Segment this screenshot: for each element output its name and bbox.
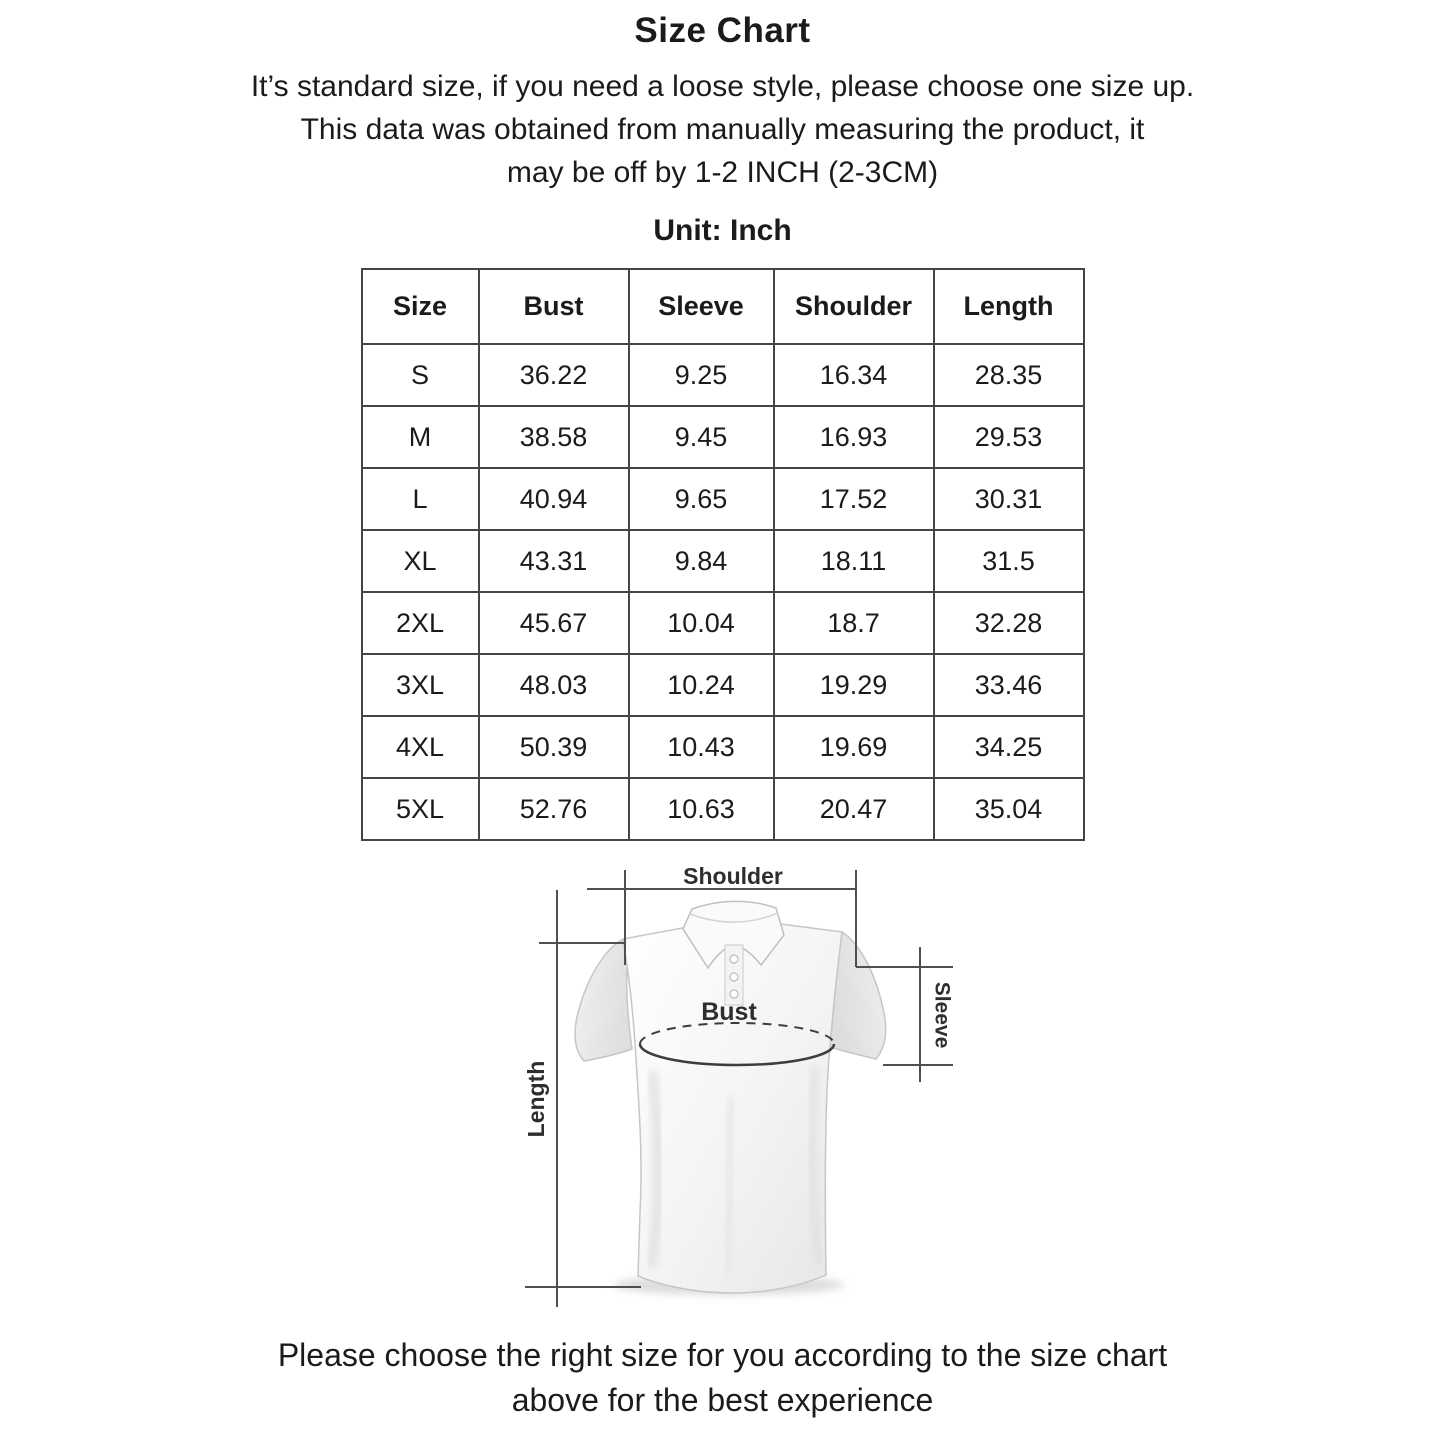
table-cell: 10.04 (629, 592, 774, 654)
table-cell: 32.28 (934, 592, 1084, 654)
table-row (362, 406, 1084, 468)
table-row (362, 716, 1084, 778)
footer-line-1: Please choose the right size for you according to the size chart (277, 1337, 1168, 1373)
shoulder-label: Shoulder (682, 863, 783, 889)
table-row (362, 344, 1084, 406)
table-cell: 4XL (362, 716, 479, 778)
table-row (362, 654, 1084, 716)
table-cell: 19.69 (774, 716, 934, 778)
table-cell: 28.35 (934, 344, 1084, 406)
column-header: Length (934, 269, 1084, 344)
footer-note (0, 1333, 1445, 1423)
table-cell: 34.25 (934, 716, 1084, 778)
column-header: Shoulder (774, 269, 934, 344)
shirt-measurement-diagram (477, 847, 997, 1317)
table-cell: 29.53 (934, 406, 1084, 468)
table-cell: 31.5 (934, 530, 1084, 592)
table-row (362, 592, 1084, 654)
table-cell: 10.24 (629, 654, 774, 716)
table-cell: 36.22 (479, 344, 629, 406)
bust-label: Bust (700, 998, 757, 1026)
table-cell: S (362, 344, 479, 406)
table-cell: 5XL (362, 778, 479, 840)
button (730, 973, 738, 981)
column-header: Size (362, 269, 479, 344)
polo-shirt-illustration (575, 901, 886, 1293)
unit-label: Unit: Inch (653, 214, 792, 247)
table-cell: 20.47 (774, 778, 934, 840)
table-cell: 18.7 (774, 592, 934, 654)
footer-line-2: above for the best experience (511, 1382, 934, 1418)
table-cell: L (362, 468, 479, 530)
intro-line-3: may be off by 1-2 INCH (2-3CM) (506, 156, 939, 189)
table-row (362, 778, 1084, 840)
fabric-fold-center (727, 1097, 732, 1272)
table-cell: 16.93 (774, 406, 934, 468)
table-cell: 52.76 (479, 778, 629, 840)
table-cell: 19.29 (774, 654, 934, 716)
polo-shirt-diagram-svg (477, 847, 997, 1317)
button (730, 955, 738, 963)
table-cell: 9.84 (629, 530, 774, 592)
table-header-row (362, 269, 1084, 344)
table-cell: 45.67 (479, 592, 629, 654)
table-cell: 33.46 (934, 654, 1084, 716)
size-table (361, 268, 1085, 841)
table-cell: 30.31 (934, 468, 1084, 530)
table-cell: XL (362, 530, 479, 592)
table-row (362, 468, 1084, 530)
table-cell: 38.58 (479, 406, 629, 468)
length-label: Length (522, 1060, 549, 1138)
table-cell: 18.11 (774, 530, 934, 592)
table-cell: 10.43 (629, 716, 774, 778)
table-cell: 50.39 (479, 716, 629, 778)
table-cell: 43.31 (479, 530, 629, 592)
table-cell: 2XL (362, 592, 479, 654)
table-row (362, 530, 1084, 592)
table-cell: 3XL (362, 654, 479, 716)
table-cell: 10.63 (629, 778, 774, 840)
button (730, 990, 738, 998)
column-header: Sleeve (629, 269, 774, 344)
left-sleeve (575, 939, 632, 1061)
table-cell: 9.45 (629, 406, 774, 468)
intro-line-1: It’s standard size, if you need a loose style, please choose one size up. (250, 70, 1195, 103)
table-cell: 9.25 (629, 344, 774, 406)
table-cell: 16.34 (774, 344, 934, 406)
page-title: Size Chart (634, 11, 811, 50)
column-header: Bust (479, 269, 629, 344)
table-cell: 35.04 (934, 778, 1084, 840)
intro-text (0, 65, 1445, 194)
table-body (362, 344, 1084, 840)
table-cell: 48.03 (479, 654, 629, 716)
table-cell: 40.94 (479, 468, 629, 530)
table-cell: 9.65 (629, 468, 774, 530)
sleeve-label: Sleeve (929, 981, 953, 1049)
table-cell: 17.52 (774, 468, 934, 530)
intro-line-2: This data was obtained from manually measuring the product, it (300, 113, 1145, 146)
table-cell: M (362, 406, 479, 468)
